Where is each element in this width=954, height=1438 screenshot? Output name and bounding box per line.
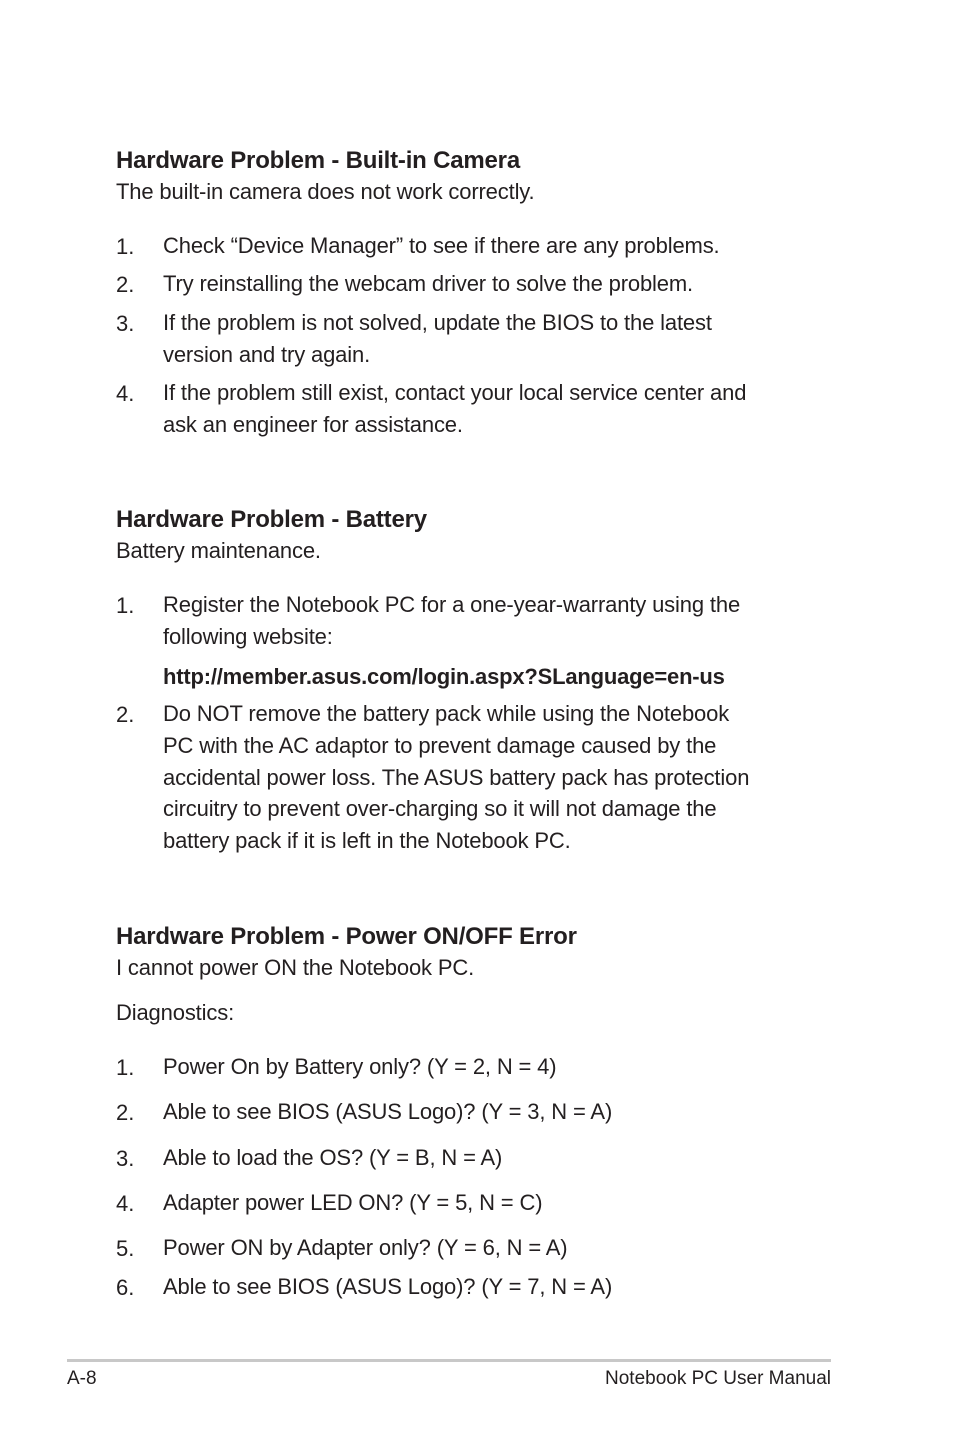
list-item-text: PC with the AC adaptor to prevent damage caused by the (163, 733, 717, 758)
power-heading: Hardware Problem - Power ON/OFF Error (116, 923, 577, 950)
list-item-text: accidental power loss. The ASUS battery pack has protection (163, 765, 750, 790)
list-item-text: Able to load the OS? (Y = B, N = A) (163, 1145, 503, 1170)
page-number: A-8 (67, 1368, 97, 1389)
list-item-number: 4. (116, 1191, 135, 1216)
list-item-number: 2. (116, 1100, 135, 1125)
list-item-text: circuitry to prevent over-charging so it will not damage the (163, 796, 717, 821)
list-item-text: version and try again. (163, 342, 371, 367)
diagnostics-label: Diagnostics: (116, 1000, 235, 1025)
list-item-text: If the problem is not solved, update the BIOS to the latest (163, 310, 712, 335)
list-item-number: 3. (116, 1146, 135, 1171)
list-item-number: 2. (116, 702, 135, 727)
camera-intro: The built-in camera does not work correctly. (116, 179, 535, 204)
list-item-text: ask an engineer for assistance. (163, 412, 463, 437)
list-item-number: 1. (116, 234, 135, 259)
list-item-number: 1. (116, 593, 135, 618)
warranty-url-link[interactable]: http://member.asus.com/login.aspx?SLanguage=en-us (163, 664, 725, 689)
list-item-text: If the problem still exist, contact your local service center and (163, 380, 747, 405)
manual-title: Notebook PC User Manual (605, 1368, 831, 1389)
list-item-text: Power On by Battery only? (Y = 2, N = 4) (163, 1054, 557, 1079)
battery-heading: Hardware Problem - Battery (116, 506, 427, 533)
list-item-text: Check “Device Manager” to see if there are any problems. (163, 233, 720, 258)
list-item-text: Try reinstalling the webcam driver to solve the problem. (163, 271, 694, 296)
list-item-text: Able to see BIOS (ASUS Logo)? (Y = 7, N = A) (163, 1274, 613, 1299)
list-item-number: 6. (116, 1275, 135, 1300)
battery-intro: Battery maintenance. (116, 538, 321, 563)
footer-divider (67, 1359, 831, 1362)
list-item-number: 5. (116, 1236, 135, 1261)
list-item-text: Register the Notebook PC for a one-year-warranty using the (163, 592, 741, 617)
power-intro: I cannot power ON the Notebook PC. (116, 955, 475, 980)
list-item-number: 3. (116, 311, 135, 336)
list-item-text: battery pack if it is left in the Notebook PC. (163, 828, 571, 853)
list-item-number: 4. (116, 381, 135, 406)
list-item-text: following website: (163, 624, 333, 649)
list-item-text: Power ON by Adapter only? (Y = 6, N = A) (163, 1235, 568, 1260)
list-item-number: 1. (116, 1055, 135, 1080)
list-item-text: Do NOT remove the battery pack while using the Notebook (163, 701, 730, 726)
list-item-text: Able to see BIOS (ASUS Logo)? (Y = 3, N = A) (163, 1099, 613, 1124)
list-item-number: 2. (116, 272, 135, 297)
list-item-text: Adapter power LED ON? (Y = 5, N = C) (163, 1190, 543, 1215)
camera-heading: Hardware Problem - Built-in Camera (116, 147, 520, 174)
